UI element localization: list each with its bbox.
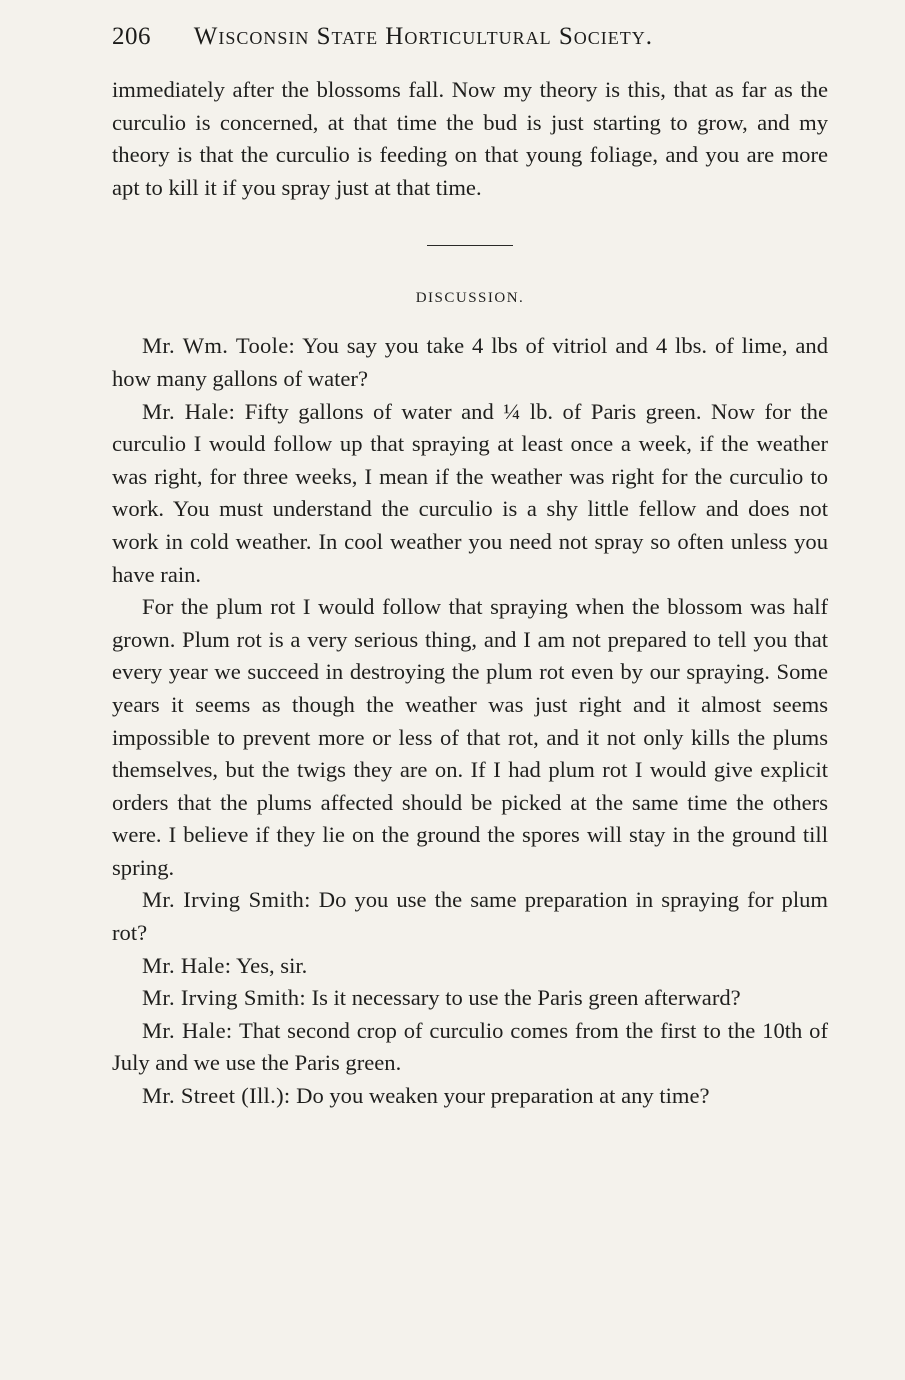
entry-text: Do you weaken your preparation at any time? [296, 1083, 710, 1109]
speaker-name: Mr. Irving Smith: [142, 985, 306, 1011]
discussion-entry [112, 1015, 828, 1080]
speaker-name: Mr. Street (Ill.): [142, 1083, 291, 1109]
section-heading: DISCUSSION. [415, 290, 525, 307]
discussion-entry [112, 591, 828, 884]
section-divider [427, 245, 513, 246]
speaker-name: Mr. Hale: [142, 952, 232, 978]
speaker-name: Mr. Hale: [142, 398, 236, 424]
speaker-name: Mr. Wm. Toole: [142, 333, 296, 359]
entry-text: Fifty gallons of water and ¼ lb. of Paris green. Now for the curculio I would follow up that spraying at least once a week, if the weather was right, for three weeks, I mean if the weather was right for the curculio to work. You must understand the curculio is a shy little fellow and does not work in cold weather. In cool weather you need not spray so often unless you have rain. [112, 398, 828, 587]
running-title: Wisconsin State Horticultural Society. [193, 23, 654, 50]
entry-text: You say you take 4 lbs of vitriol and 4 lbs. of lime, and how many gallons of water? [112, 333, 828, 391]
discussion-entry [112, 396, 828, 592]
entry-text: Yes, sir. [236, 952, 308, 978]
discussion-entry [112, 950, 828, 983]
opening-paragraph: immediately after the blossoms fall. Now my theory is this, that as far as the curculio is concerned, at that time the bud is just starting to grow, and my theory is that the curculio is feeding on that young foliage, and you are more apt to kill it if you spray just at that time. [112, 77, 828, 200]
discussion-entry [112, 330, 828, 395]
entry-text: Is it necessary to use the Paris green afterward? [311, 985, 741, 1011]
discussion [112, 330, 828, 1112]
speaker-name: Mr. Irving Smith: [142, 887, 311, 913]
discussion-entry [112, 982, 828, 1015]
discussion-entry [112, 1080, 828, 1113]
discussion-entry [112, 884, 828, 949]
page-number: 206 [112, 23, 151, 50]
entry-text: Do you use the same preparation in spraying for plum rot? [112, 887, 828, 946]
entry-text: For the plum rot I would follow that spraying when the blossom was half grown. Plum rot is a very serious thing, and I am not prepared to tell you that every year we succeed in destroying the plum rot even by our spraying. Some years it seems as though the weather was just right and it almost seems impossible to prevent more or less of that rot, and it not only kills the plums themselves, but the twigs they are on. If I had plum rot I would give explicit orders that the plums affected should be picked at the same time the others were. I believe if they lie on the ground the spores will stay in the ground till spring. [112, 594, 828, 880]
speaker-name: Mr. Hale: [142, 1017, 233, 1043]
running-head [112, 22, 832, 52]
body-text [112, 74, 828, 1113]
entry-text: That second crop of curculio comes from the first to the 10th of July and we use the Paris green. [112, 1017, 828, 1076]
